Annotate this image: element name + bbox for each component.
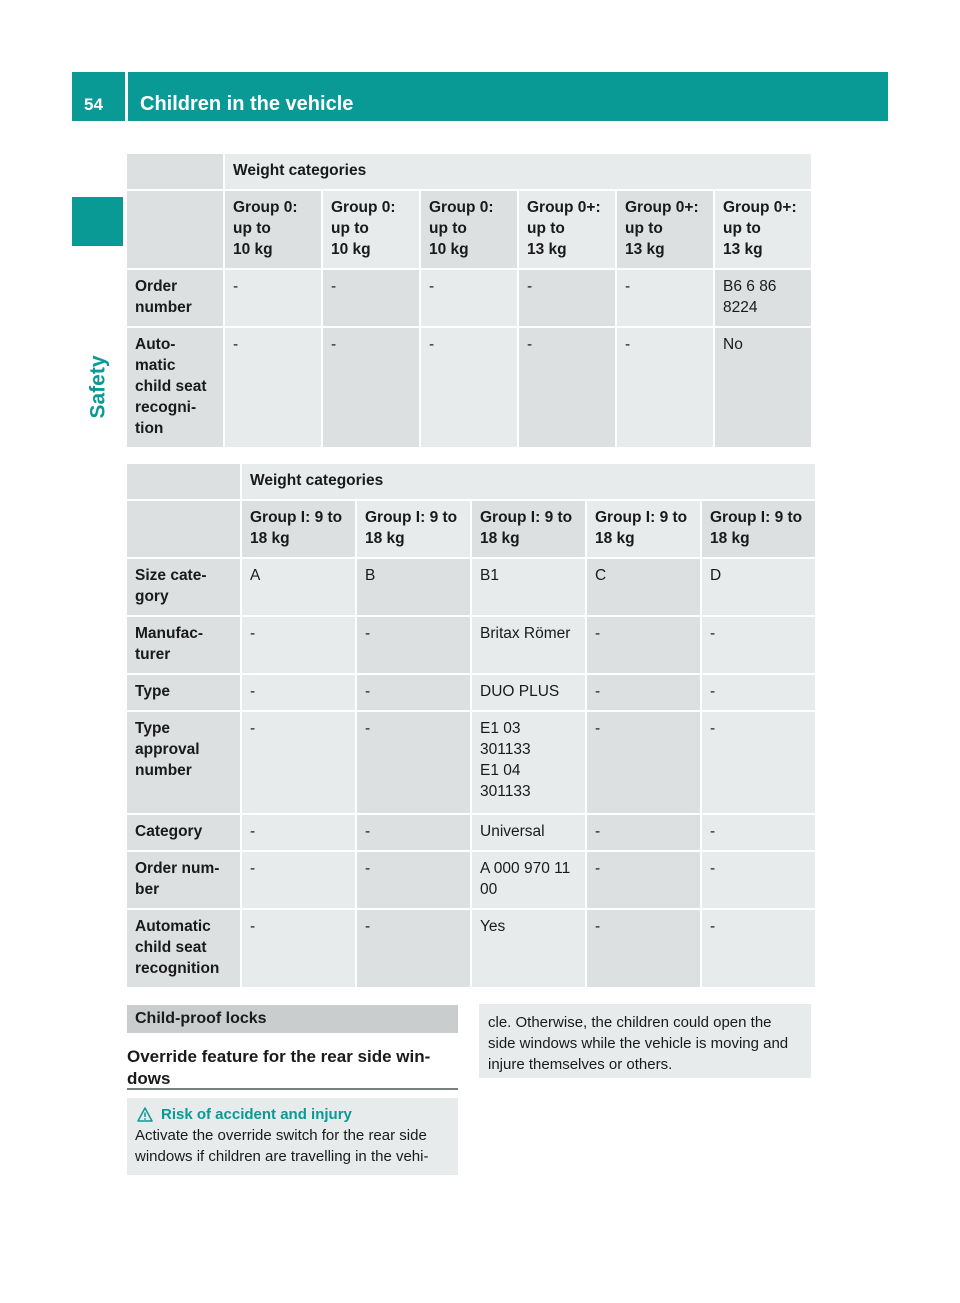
table-cell: B6 6 86 8224 [715, 270, 811, 326]
warning-title: Risk of accident and injury [161, 1106, 352, 1123]
table-cell: - [242, 815, 355, 850]
table-cell: - [617, 328, 713, 447]
section-tab-label: Safety [87, 355, 110, 419]
table-corner-cell [127, 154, 223, 189]
table-cell: - [357, 815, 470, 850]
table-cell: - [225, 270, 321, 326]
table-cell: - [702, 815, 815, 850]
column-header: Group I: 9 to 18 kg [587, 501, 700, 557]
warning-continuation: cle. Otherwise, the children could open the side windows while the vehicle is moving and injure themselves or others. [479, 1004, 811, 1078]
subsection-heading: Override feature for the rear side win- dows [127, 1047, 431, 1088]
table-cell: - [519, 328, 615, 447]
table-cell: - [357, 675, 470, 710]
table-cell: - [242, 852, 355, 908]
table-cell: D [702, 559, 815, 615]
row-header: Automatic child seat recognition [127, 910, 240, 987]
table-cell: - [587, 910, 700, 987]
weight-category-table-group-1 [125, 462, 817, 989]
table-corner-cell [127, 191, 223, 268]
row-header: Order num- ber [127, 852, 240, 908]
column-header: Group I: 9 to 18 kg [242, 501, 355, 557]
section-tab-marker [72, 197, 123, 246]
table-row [127, 675, 815, 710]
table-cell: A [242, 559, 355, 615]
row-header: Type approval number [127, 712, 240, 813]
table-cell: Yes [472, 910, 585, 987]
table-cell: - [702, 712, 815, 813]
column-header: Group 0: up to 10 kg [323, 191, 419, 268]
table-cell: - [323, 270, 419, 326]
table-cell: - [323, 328, 419, 447]
table-cell: B1 [472, 559, 585, 615]
warning-triangle-icon [137, 1107, 153, 1122]
section-tab [74, 342, 124, 432]
table-cell: E1 03 301133 E1 04 301133 [472, 712, 585, 813]
column-header: Group 0: up to 10 kg [421, 191, 517, 268]
table-cell: - [242, 675, 355, 710]
column-header: Group I: 9 to 18 kg [357, 501, 470, 557]
column-header: Group I: 9 to 18 kg [472, 501, 585, 557]
table-cell: - [587, 675, 700, 710]
chapter-title: Children in the vehicle [140, 93, 354, 115]
table-cell: - [702, 617, 815, 673]
row-header: Category [127, 815, 240, 850]
table-cell: - [421, 328, 517, 447]
table-corner-cell [127, 501, 240, 557]
table-cell: - [617, 270, 713, 326]
table-row [127, 559, 815, 615]
column-header: Group I: 9 to 18 kg [702, 501, 815, 557]
column-header: Group 0: up to 10 kg [225, 191, 321, 268]
table-corner-cell [127, 464, 240, 499]
row-header: Size cate- gory [127, 559, 240, 615]
table-caption: Weight categories [225, 154, 811, 189]
table-cell: - [242, 712, 355, 813]
table-cell: A 000 970 11 00 [472, 852, 585, 908]
heading-rule [127, 1088, 458, 1090]
column-header: Group 0+: up to 13 kg [715, 191, 811, 268]
warning-text: Activate the override switch for the rear side windows if children are travelling in the vehi- [135, 1127, 429, 1165]
table-cell: - [519, 270, 615, 326]
table-cell: Britax Römer [472, 617, 585, 673]
table-cell: No [715, 328, 811, 447]
warning-title-row [135, 1104, 450, 1125]
table-caption: Weight categories [242, 464, 815, 499]
row-header: Manufac- turer [127, 617, 240, 673]
row-header: Order number [127, 270, 223, 326]
weight-category-table-group-0 [125, 152, 813, 449]
row-header: Type [127, 675, 240, 710]
table-row [127, 910, 815, 987]
table-cell: - [702, 852, 815, 908]
table-cell: - [242, 617, 355, 673]
header-divider [125, 72, 128, 121]
table-cell: - [587, 712, 700, 813]
table-cell: - [702, 675, 815, 710]
table-row [127, 270, 811, 326]
table-cell: C [587, 559, 700, 615]
table-cell: - [357, 910, 470, 987]
table-cell: - [587, 852, 700, 908]
table-row [127, 712, 815, 813]
page-number: 54 [84, 95, 103, 114]
column-header: Group 0+: up to 13 kg [617, 191, 713, 268]
table-row [127, 617, 815, 673]
row-header: Auto- matic child seat recogni- tion [127, 328, 223, 447]
table-cell: - [587, 815, 700, 850]
table-cell: - [587, 617, 700, 673]
table-cell: - [421, 270, 517, 326]
table-cell: - [225, 328, 321, 447]
table-cell: Universal [472, 815, 585, 850]
table-cell: - [702, 910, 815, 987]
table-row [127, 852, 815, 908]
column-header: Group 0+: up to 13 kg [519, 191, 615, 268]
table-cell: DUO PLUS [472, 675, 585, 710]
table-cell: - [357, 852, 470, 908]
table-row [127, 815, 815, 850]
table-cell: - [357, 617, 470, 673]
table-cell: B [357, 559, 470, 615]
table-row [127, 328, 811, 447]
section-heading: Child-proof locks [127, 1005, 458, 1033]
warning-box [127, 1098, 458, 1175]
table-cell: - [357, 712, 470, 813]
table-cell: - [242, 910, 355, 987]
